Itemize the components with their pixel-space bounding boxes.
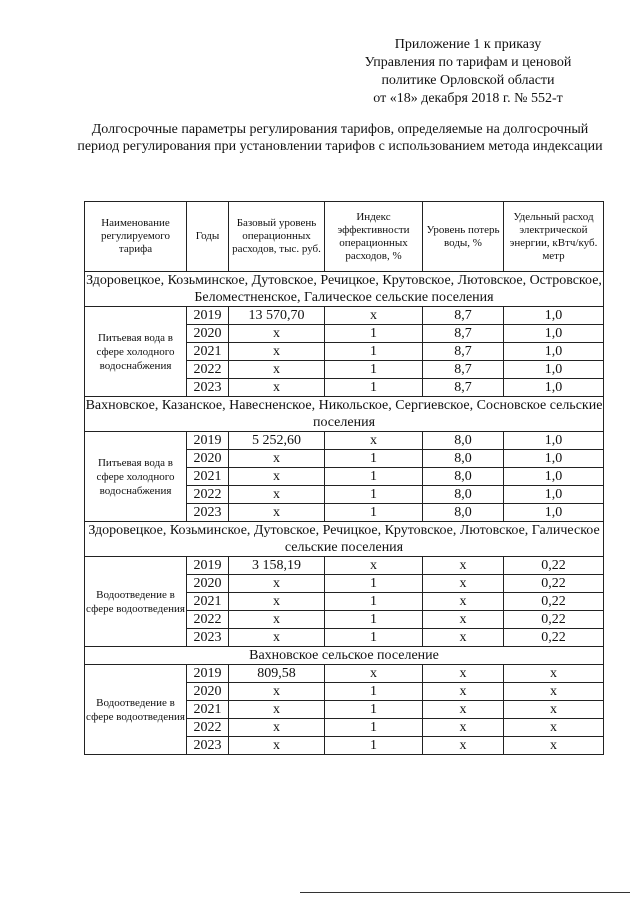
year-cell: 2019 xyxy=(187,557,229,575)
index-cell: 1 xyxy=(325,737,423,755)
year-cell: 2021 xyxy=(187,593,229,611)
column-header: Годы xyxy=(187,202,229,272)
table-body xyxy=(85,272,604,755)
year-cell: 2022 xyxy=(187,486,229,504)
base-cell: х xyxy=(229,504,325,522)
tariff-name: Питьевая вода в сфере холодного водоснабжения xyxy=(85,432,187,522)
year-cell: 2019 xyxy=(187,307,229,325)
index-cell: 1 xyxy=(325,611,423,629)
loss-cell: 8,0 xyxy=(423,432,504,450)
base-cell: х xyxy=(229,701,325,719)
energy-cell: х xyxy=(504,737,604,755)
year-cell: 2023 xyxy=(187,504,229,522)
column-header: Базовый уровень операционных расходов, тыс. руб. xyxy=(229,202,325,272)
base-cell: 5 252,60 xyxy=(229,432,325,450)
loss-cell: х xyxy=(423,701,504,719)
index-cell: 1 xyxy=(325,468,423,486)
base-cell: х xyxy=(229,468,325,486)
index-cell: х xyxy=(325,307,423,325)
energy-cell: 1,0 xyxy=(504,450,604,468)
base-cell: х xyxy=(229,683,325,701)
base-cell: х xyxy=(229,593,325,611)
energy-cell: 1,0 xyxy=(504,486,604,504)
year-cell: 2021 xyxy=(187,701,229,719)
energy-cell: 0,22 xyxy=(504,611,604,629)
year-cell: 2020 xyxy=(187,575,229,593)
year-cell: 2019 xyxy=(187,432,229,450)
approval-line: от «18» декабря 2018 г. № 552-т xyxy=(373,91,563,106)
energy-cell: 1,0 xyxy=(504,432,604,450)
settlement-group: Здоровецкое, Козьминское, Дутовское, Речицкое, Крутовское, Лютовское, Островское, Беломестненское, Галическое сельские поселения xyxy=(86,273,602,305)
energy-cell: х xyxy=(504,665,604,683)
energy-cell: 1,0 xyxy=(504,379,604,397)
loss-cell: 8,7 xyxy=(423,361,504,379)
loss-cell: х xyxy=(423,557,504,575)
index-cell: 1 xyxy=(325,593,423,611)
energy-cell: 1,0 xyxy=(504,504,604,522)
base-cell: х xyxy=(229,486,325,504)
settlement-group: Здоровецкое, Козьминское, Дутовское, Речицкое, Крутовское, Лютовское, Галическое сельские поселения xyxy=(85,522,604,557)
settlement-group: Вахновское сельское поселение xyxy=(85,647,604,665)
year-cell: 2021 xyxy=(187,343,229,361)
loss-cell: 8,0 xyxy=(423,504,504,522)
base-cell: х xyxy=(229,575,325,593)
column-header: Наименование регулируемого тарифа xyxy=(85,202,187,272)
loss-cell: 8,7 xyxy=(423,343,504,361)
index-cell: 1 xyxy=(325,701,423,719)
loss-cell: 8,7 xyxy=(423,325,504,343)
year-cell: 2023 xyxy=(187,629,229,647)
loss-cell: 8,7 xyxy=(423,379,504,397)
base-cell: х xyxy=(229,379,325,397)
base-cell: х xyxy=(229,325,325,343)
document-title: Долгосрочные параметры регулирования тарифов, определяемые на долгосрочный период регулирования при установлении тарифов с использованием метода индексации xyxy=(77,122,603,154)
index-cell: х xyxy=(325,432,423,450)
table-row xyxy=(85,665,604,683)
energy-cell: 0,22 xyxy=(504,593,604,611)
year-cell: 2023 xyxy=(187,379,229,397)
index-cell: х xyxy=(325,557,423,575)
table-row xyxy=(85,432,604,450)
energy-cell: 1,0 xyxy=(504,307,604,325)
base-cell: х xyxy=(229,737,325,755)
year-cell: 2021 xyxy=(187,468,229,486)
index-cell: 1 xyxy=(325,379,423,397)
base-cell: х xyxy=(229,719,325,737)
tariff-name: Водоотведение в сфере водоотведения xyxy=(85,665,187,755)
index-cell: 1 xyxy=(325,719,423,737)
group-row xyxy=(85,647,604,665)
loss-cell: 8,0 xyxy=(423,468,504,486)
loss-cell: х xyxy=(423,629,504,647)
base-cell: 13 570,70 xyxy=(229,307,325,325)
column-header: Индекс эффективности операционных расходов, % xyxy=(325,202,423,272)
column-header: Уровень потерь воды, % xyxy=(423,202,504,272)
index-cell: 1 xyxy=(325,325,423,343)
year-cell: 2020 xyxy=(187,683,229,701)
table-row xyxy=(85,557,604,575)
approval-line: политике Орловской области xyxy=(381,73,555,88)
year-cell: 2022 xyxy=(187,361,229,379)
loss-cell: 8,7 xyxy=(423,307,504,325)
index-cell: 1 xyxy=(325,361,423,379)
energy-cell: 0,22 xyxy=(504,575,604,593)
signature-line xyxy=(300,892,630,893)
energy-cell: х xyxy=(504,683,604,701)
index-cell: х xyxy=(325,665,423,683)
base-cell: х xyxy=(229,361,325,379)
group-row xyxy=(85,272,604,307)
approval-line: Приложение 1 к приказу xyxy=(394,37,542,52)
index-cell: 1 xyxy=(325,683,423,701)
index-cell: 1 xyxy=(325,629,423,647)
loss-cell: 8,0 xyxy=(423,450,504,468)
table-row xyxy=(85,307,604,325)
loss-cell: х xyxy=(423,719,504,737)
loss-cell: 8,0 xyxy=(423,486,504,504)
index-cell: 1 xyxy=(325,486,423,504)
base-cell: х xyxy=(229,450,325,468)
table-header-row xyxy=(85,202,604,272)
tariff-name: Водоотведение в сфере водоотведения xyxy=(85,557,187,647)
parameters-table xyxy=(84,201,604,755)
base-cell: 3 158,19 xyxy=(229,557,325,575)
year-cell: 2019 xyxy=(187,665,229,683)
energy-cell: 0,22 xyxy=(504,629,604,647)
approval-line: Управления по тарифам и ценовой xyxy=(364,55,572,70)
settlement-group: Вахновское, Казанское, Навесненское, Никольское, Сергиевское, Сосновское сельские поселения xyxy=(85,398,603,430)
loss-cell: х xyxy=(423,737,504,755)
energy-cell: х xyxy=(504,701,604,719)
group-row xyxy=(85,522,604,557)
loss-cell: х xyxy=(423,575,504,593)
loss-cell: х xyxy=(423,665,504,683)
year-cell: 2022 xyxy=(187,719,229,737)
index-cell: 1 xyxy=(325,343,423,361)
loss-cell: х xyxy=(423,611,504,629)
energy-cell: 1,0 xyxy=(504,361,604,379)
index-cell: 1 xyxy=(325,450,423,468)
year-cell: 2022 xyxy=(187,611,229,629)
index-cell: 1 xyxy=(325,575,423,593)
base-cell: 809,58 xyxy=(229,665,325,683)
year-cell: 2020 xyxy=(187,325,229,343)
energy-cell: 1,0 xyxy=(504,325,604,343)
group-row xyxy=(85,397,604,432)
base-cell: х xyxy=(229,629,325,647)
energy-cell: 1,0 xyxy=(504,343,604,361)
approval-header xyxy=(352,36,584,108)
tariff-name: Питьевая вода в сфере холодного водоснабжения xyxy=(85,307,187,397)
year-cell: 2020 xyxy=(187,450,229,468)
column-header: Удельный расход электрической энергии, кВтч/куб. метр xyxy=(504,202,604,272)
base-cell: х xyxy=(229,343,325,361)
base-cell: х xyxy=(229,611,325,629)
year-cell: 2023 xyxy=(187,737,229,755)
energy-cell: 1,0 xyxy=(504,468,604,486)
loss-cell: х xyxy=(423,593,504,611)
energy-cell: х xyxy=(504,719,604,737)
index-cell: 1 xyxy=(325,504,423,522)
loss-cell: х xyxy=(423,683,504,701)
energy-cell: 0,22 xyxy=(504,557,604,575)
